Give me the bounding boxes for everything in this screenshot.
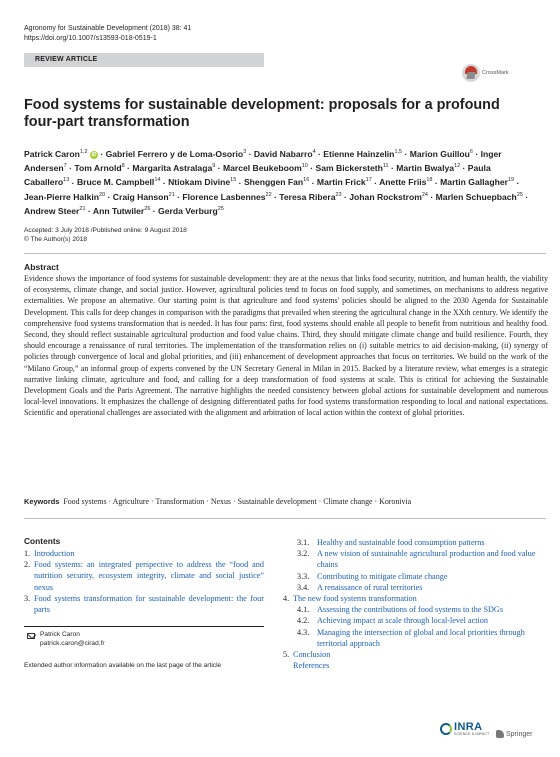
contents-right-column	[283, 537, 547, 671]
author-name: Gerda Verburg$^{25}$	[158, 205, 224, 216]
author-name: Martin Gallagher$^{19}$	[440, 177, 515, 188]
author-affiliation: 14	[154, 177, 161, 184]
toc-link[interactable]: The new food systems transformation	[293, 594, 417, 604]
toc-number: 4.3.	[297, 627, 310, 637]
contents-heading: Contents	[24, 536, 61, 546]
author-name: Teresa Ribera$^{23}$	[279, 191, 342, 202]
springer-logo-text: Springer	[506, 730, 533, 738]
author-affiliation: 6	[469, 149, 473, 155]
author-name: Marion Guillou$^6$	[409, 148, 473, 159]
author-affiliation: 25	[217, 206, 224, 213]
author-affiliation: 23	[335, 191, 342, 198]
toc-number: 3.3.	[297, 571, 310, 581]
inra-logo-subtitle: SCIENCE & IMPACT	[454, 732, 490, 736]
abstract-heading: Abstract	[24, 262, 59, 272]
toc-number: 3.2.	[297, 549, 310, 559]
author-affiliation: 3	[243, 149, 247, 155]
author-affiliation: 4	[312, 149, 316, 155]
author-list: Patrick Caron$^{1,2}$ iD · Gabriel Ferrero y de Loma-Osorio$^3$ · David Nabarro$^4$ · Etienne Hainzelin$^{1,5}$ · Marion Guillou$^6$ · Inger Andersen$^7$ · Tom Arnold$^8$ · Margarita Astralaga$^9$ · Marcel Beukeboom$^{10}$ · Sam Bickersteth$^{11}$ · Martin Bwalya$^{12}$ · Paula Caballero$^{13}$ · Bruce M. Campbell$^{14}$ · Ntiokam Divine$^{15}$ · Shenggen Fan$^{16}$ · Martin Frick$^{17}$ · Anette Friis$^{18}$ · Martin Gallagher$^{19}$ · Jean-Pierre Halkin$^{20}$ · Craig Hanson$^{21}$ · Florence Lasbennes$^{22}$ · Teresa Ribera$^{23}$ · Johan Rockstrom$^{24}$ · Marlen Schuepbach$^{25}$ · Andrew Steer$^{21}$ · Ann Tutwiler$^{26}$ · Gerda Verburg$^{25}$	[24, 148, 529, 216]
author-name: Marcel Beukeboom$^{10}$	[222, 163, 308, 174]
toc-item[interactable]	[283, 571, 547, 582]
toc-item[interactable]	[283, 593, 547, 604]
author-affiliation: 22	[265, 191, 272, 198]
toc-item[interactable]	[283, 582, 547, 593]
toc-item[interactable]	[24, 548, 264, 559]
crossmark-icon	[462, 64, 480, 82]
toc-number: 3.1.	[297, 538, 310, 547]
author-affiliation: 15	[230, 177, 237, 184]
toc-link[interactable]: Introduction	[34, 549, 75, 558]
toc-item[interactable]	[283, 660, 547, 671]
toc-link[interactable]: Food systems: an integrated perspective to address the “food and nutrition security, ecosystem integrity, climate and social justice” nexus	[34, 560, 264, 592]
toc-item[interactable]	[283, 548, 547, 570]
orcid-icon[interactable]: iD	[91, 151, 97, 158]
accepted-date: Accepted: 3 July 2018 /Published online: 9 August 2018	[24, 227, 187, 234]
keywords-text: Food systems · Agriculture · Transformation · Nexus · Sustainable development · Climate change · Koronivia	[63, 497, 412, 506]
contact-email[interactable]: patrick.caron@cirad.fr	[40, 640, 105, 647]
toc-link[interactable]: References	[293, 661, 330, 671]
author-affiliation: 21	[168, 191, 175, 198]
article-type-label: REVIEW ARTICLE	[35, 56, 98, 63]
toc-link[interactable]: Assessing the contributions of food systems to the SDGs	[317, 605, 504, 615]
toc-link[interactable]: A new vision of sustainable agricultural production and food value chains	[317, 549, 536, 570]
author-affiliation: 9	[212, 163, 216, 170]
author-affiliation: 25	[516, 191, 523, 198]
toc-item[interactable]	[24, 559, 264, 593]
author-affiliation: 1,2	[79, 149, 88, 155]
toc-number: 4.	[283, 594, 290, 604]
toc-link[interactable]: A renaissance of rural territories	[317, 582, 423, 592]
author-affiliation: 16	[303, 177, 310, 184]
author-name: Inger Andersen$^7$	[24, 148, 502, 174]
crossmark-badge[interactable]	[462, 64, 509, 82]
divider	[24, 253, 546, 254]
journal-citation	[24, 24, 191, 43]
toc-number: 4.1.	[297, 605, 310, 615]
author-name: Patrick Caron$^{1,2}$ iD	[24, 148, 97, 159]
toc-link[interactable]: Contributing to mitigate climate change	[317, 571, 448, 581]
toc-number	[283, 660, 293, 671]
divider	[24, 518, 546, 519]
author-name: Bruce M. Campbell$^{14}$	[76, 177, 161, 188]
author-affiliation: 12	[454, 163, 461, 170]
springer-logo	[496, 730, 532, 738]
toc-number: 3.4.	[297, 582, 310, 592]
toc-number: 3.	[24, 593, 31, 603]
publication-dates	[24, 226, 187, 244]
author-name: Martin Frick$^{17}$	[316, 177, 372, 188]
author-affiliation: 20	[99, 191, 106, 198]
author-name: Paula Caballero$^{13}$	[24, 163, 491, 188]
toc-link[interactable]: Managing the intersection of global and local priorities through territorial approach	[317, 627, 525, 648]
author-affiliation: 11	[382, 163, 389, 170]
toc-item[interactable]	[283, 615, 547, 626]
author-name: Margarita Astralaga$^9$	[132, 163, 216, 174]
author-affiliation: 26	[144, 206, 151, 213]
inra-logo	[440, 722, 489, 736]
footnote-rule	[24, 626, 264, 627]
doi-link[interactable]: https://doi.org/10.1007/s13593-018-0519-1	[24, 34, 157, 42]
journal-line: Agronomy for Sustainable Development (2018) 38: 41	[24, 25, 192, 32]
toc-item[interactable]	[24, 593, 264, 615]
corresponding-author	[40, 630, 105, 648]
toc-item[interactable]	[283, 649, 547, 660]
author-affiliation: 21	[79, 206, 86, 213]
toc-item[interactable]	[283, 627, 547, 649]
toc-item[interactable]	[283, 537, 547, 548]
contact-name: Patrick Caron	[40, 631, 80, 638]
author-name: Ntiokam Divine$^{15}$	[168, 177, 237, 188]
springer-horse-icon	[496, 730, 504, 738]
author-affiliation: 10	[301, 163, 308, 170]
author-name: David Nabarro$^4$	[253, 148, 316, 159]
toc-number: 4.2.	[297, 616, 310, 626]
author-affiliation: 1,5	[394, 149, 403, 155]
author-name: Andrew Steer$^{21}$	[24, 205, 86, 216]
inra-logo-text: INRA	[454, 721, 483, 733]
author-name: Jean-Pierre Halkin$^{20}$	[24, 191, 106, 202]
abstract-body: Evidence shows the importance of food systems for sustainable development: they are at the nexus that links food security, nutrition, and human health, the viability of ecosystems, climate change, and social justice. However, agricultural policies tend to focus on food supply, and sometimes, on mechanisms to address negative externalities. We propose an alternative. Our starting point is that agriculture and food systems' policies should be aligned to the 2030 Agenda for Sustainable Development. This calls for deep changes in comparison with the paradigms that prevailed when steering the agricultural change in the XXth century. We identify the comprehensive food systems transformation that is needed. It has four parts: first, food systems should enable all people to benefit from nutritious and healthy food. Second, they should reflect sustainable agricultural production and food value chains. Third, they should mitigate climate change and build resilience. Fourth, they should encourage a renaissance of rural territories. The implementation of the transformation relies on (i) suitable metrics to aid decision-making, (ii) synergy of policies through convergence of local and global priorities, and (iii) enhancement of development approaches that focus on territories. We build on the work of the “Milano Group,” an informal group of experts convened by the UN Secretary General in Milan in 2015. Backed by a literature review, what emerges is a strategic narrative linking climate, agriculture and food, and calling for a deep transformation of food systems at scale. This is critical for achieving the Sustainable Development Goals and the Paris Agreement. The narrative highlights the needed consistency between global actions for sustainable development and numerous local-level innovations. It emphasizes the challenge of designing differentiated paths for food systems transformation responding to local and national expectations. Scientific and operational challenges are associated with the alignment and arbitration of local action within the context of global priorities.	[24, 274, 548, 418]
keywords	[24, 497, 411, 506]
author-name: Shenggen Fan$^{16}$	[243, 177, 310, 188]
toc-link[interactable]: Food systems transformation for sustainable development: the four parts	[34, 593, 264, 615]
inra-mark-icon	[440, 723, 452, 735]
crossmark-label: CrossMark	[482, 70, 509, 76]
author-name: Sam Bickersteth$^{11}$	[315, 163, 389, 174]
author-affiliation: 18	[426, 177, 433, 184]
toc-number: 5.	[283, 650, 290, 660]
toc-link[interactable]: Conclusion	[293, 650, 331, 660]
author-name: Johan Rockstrom$^{24}$	[349, 191, 428, 202]
author-affiliation: 7	[63, 163, 67, 170]
extended-info-note: Extended author information available on the last page of the article	[24, 662, 222, 669]
article-title: Food systems for sustainable development: proposals for a profound four-part transformation	[24, 97, 500, 130]
author-name: Ann Tutwiler$^{26}$	[92, 205, 151, 216]
author-name: Florence Lasbennes$^{22}$	[182, 191, 272, 202]
author-name: Craig Hanson$^{21}$	[112, 191, 175, 202]
author-name: Anette Friis$^{18}$	[379, 177, 433, 188]
author-affiliation: 17	[365, 177, 372, 184]
toc-number: 1.	[24, 549, 31, 558]
toc-link[interactable]: Healthy and sustainable food consumption patterns	[317, 538, 485, 547]
contents-left-column	[24, 548, 264, 615]
author-affiliation: 24	[421, 191, 428, 198]
author-name: Gabriel Ferrero y de Loma-Osorio$^3$	[105, 148, 247, 159]
author-name: Etienne Hainzelin$^{1,5}$	[323, 148, 403, 159]
author-name: Tom Arnold$^8$	[74, 163, 125, 174]
author-affiliation: 19	[507, 177, 515, 184]
author-name: Marlen Schuepbach$^{25}$	[435, 191, 523, 202]
toc-link[interactable]: Achieving impact at scale through local-level action	[317, 616, 488, 626]
toc-item[interactable]	[283, 604, 547, 615]
envelope-icon	[27, 633, 35, 639]
keywords-label: Keywords	[24, 497, 60, 506]
author-affiliation: 8	[121, 163, 125, 170]
toc-number: 2.	[24, 560, 31, 570]
author-affiliation: 13	[63, 177, 70, 184]
author-name: Martin Bwalya$^{12}$	[396, 163, 461, 174]
copyright: © The Author(s) 2018	[24, 236, 88, 243]
